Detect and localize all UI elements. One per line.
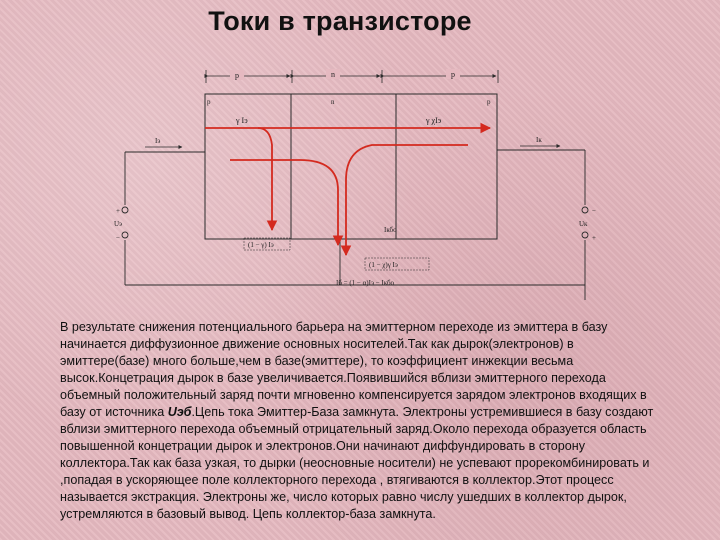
collector-polarity-bottom: + <box>592 234 596 242</box>
region-label-collector: p <box>451 70 455 79</box>
explanation-paragraph <box>60 319 660 523</box>
emitter-hole-current-label: γ Iэ <box>236 116 248 125</box>
region-label-emitter: p <box>235 71 239 80</box>
collector-current-label: Iк <box>536 136 542 144</box>
base-current-formula: Iб = (1 − α)Iэ − Iкбо <box>336 279 395 287</box>
collector-source-terminal-top <box>582 207 588 213</box>
emitter-source-terminal-bottom <box>122 232 128 238</box>
emitter-source-label: Uэ <box>114 220 123 228</box>
layer-label-collector: p <box>487 98 491 106</box>
recombination-current-label: (1 − χ)γ Iэ <box>369 261 398 269</box>
slide-title: Токи в транзисторе <box>208 6 472 36</box>
explanation-text-main: В результате снижения потенциального барьера на эмиттерном переходе из эмиттера в базу начинается диффузионное движение основных носителей.Так как дырок(электронов) в эмиттере(базе) много больше,чем в базе(эмиттере), то коэффициент инжекции весьма высок.Концетрация дырок в базе увеличивается.Появившийся вблизи эмиттерного перехода объемный положительный заряд почти мгновенно компенсируется зарядом электронов входящих в базу от источника <box>60 320 647 419</box>
electron-current-label: (1 − γ) Iэ <box>248 241 274 249</box>
collector-source-terminal-bottom <box>582 232 588 238</box>
layer-label-emitter: p <box>207 98 211 106</box>
external-circuit <box>125 150 585 300</box>
explanation-text <box>60 319 660 523</box>
collector-polarity-top: − <box>592 207 596 215</box>
emitter-current-label: Iэ <box>155 137 161 145</box>
collector-source-label: Uк <box>579 220 588 228</box>
transistor-body <box>205 94 497 239</box>
explanation-source-term: Uэб <box>167 405 192 419</box>
region-label-base: n <box>331 70 335 79</box>
emitter-source-terminal-top <box>122 207 128 213</box>
explanation-text-rest: .Цепь тока Эмиттер-База замкнута. Электроны устремившиеся в базу создают вблизи эмиттерного перехода объемный отрицательный заряд.Около перехода образуется область повышенной концетрации дырок и электронов.Они начинают диффундировать в сторону коллектора.Так как база узкая, то дырки (неосновные носители) не успевают прорекомбинировать и ,попадая в ускоряющее поле коллекторного перехода , втягиваются в коллектор.Этот процесс называется экстракция. Электроны же, число которых равно числу ушедших в коллектор дырок, устремляются в базовый вывод. Цепь коллектор-база замкнута. <box>60 405 654 521</box>
hole-current-paths <box>205 128 490 255</box>
collector-hole-current-label: γ χIэ <box>426 116 442 125</box>
layer-label-base: n <box>331 98 335 106</box>
reverse-current-label: Iкбо <box>384 226 397 234</box>
emitter-polarity-bottom: − <box>116 234 120 242</box>
emitter-polarity-top: + <box>116 207 120 215</box>
